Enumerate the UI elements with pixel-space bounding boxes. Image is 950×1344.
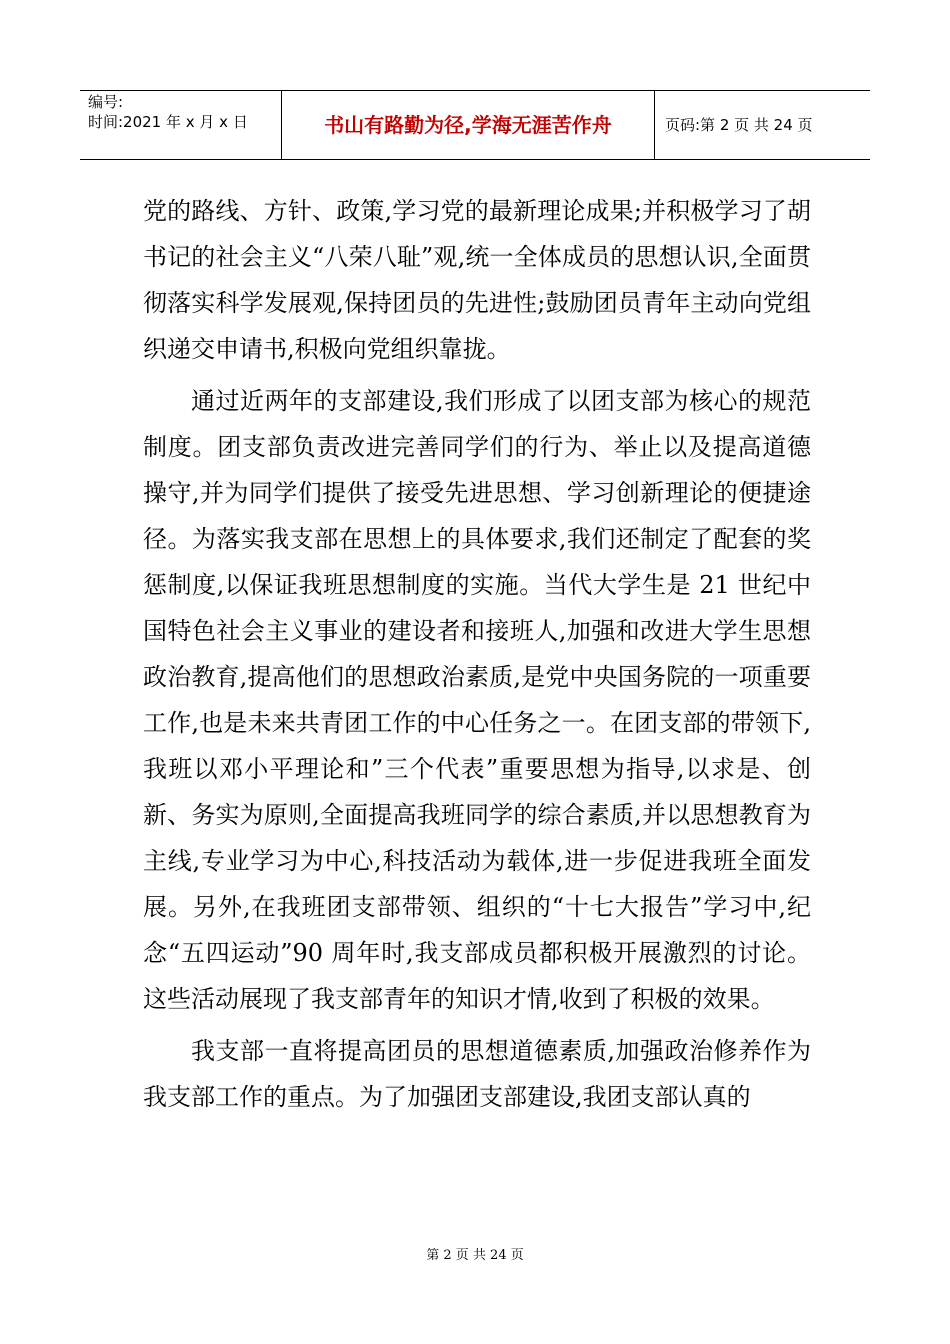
paragraph-continued: 党的路线、方针、政策,学习党的最新理论成果;并积极学习了胡书记的社会主义“八荣八耻”观,统一全体成员的思想认识,全面贯彻落实科学发展观,保持团员的先进性;鼓励团员青年主动向党组织递交申请书,积极向党组织靠拢。 <box>143 197 811 363</box>
date-label: 时间:2021 年 x 月 x 日 <box>88 113 248 131</box>
code-label: 编号: <box>88 93 124 111</box>
header-page-code: 页码:第 2 页 共 24 页 <box>665 116 813 134</box>
header-meta-cell <box>80 91 281 159</box>
paragraph: 通过近两年的支部建设,我们形成了以团支部为核心的规范制度。团支部负责改进完善同学们的行为、举止以及提高道德操守,并为同学们提供了接受先进思想、学习创新理论的便捷途径。为落实我支部在思想上的具体要求,我们还制定了配套的奖惩制度,以保证我班思想制度的实施。当代大学生是 21 世纪中国特色社会主义事业的建设者和接班人,加强和改进大学生思想政治教育,提高他们的思想政治素质,是党中央国务院的一项重要工作,也是未来共青团工作的中心任务之一。在团支部的带领下,我班以邓小平理论和”三个代表”重要思想为指导,以求是、创新、务实为原则,全面提高我班同学的综合素质,并以思想教育为主线,专业学习为中心,科技活动为载体,进一步促进我班全面发展。另外,在我班团支部带领、组织的“十七大报告”学习中,纪念“五四运动”90 周年时,我支部成员都积极开展激烈的讨论。这些活动展现了我支部青年的知识才情,收到了积极的效果。 <box>143 387 811 1013</box>
document-header <box>80 90 870 160</box>
paragraph: 我支部一直将提高团员的思想道德素质,加强政治修养作为我支部工作的重点。为了加强团支部建设,我团支部认真的 <box>143 1037 811 1111</box>
page-footer: 第 2 页 共 24 页 <box>426 1248 524 1263</box>
document-body <box>143 188 811 1126</box>
header-motto: 书山有路勤为径,学海无涯苦作舟 <box>281 91 655 159</box>
